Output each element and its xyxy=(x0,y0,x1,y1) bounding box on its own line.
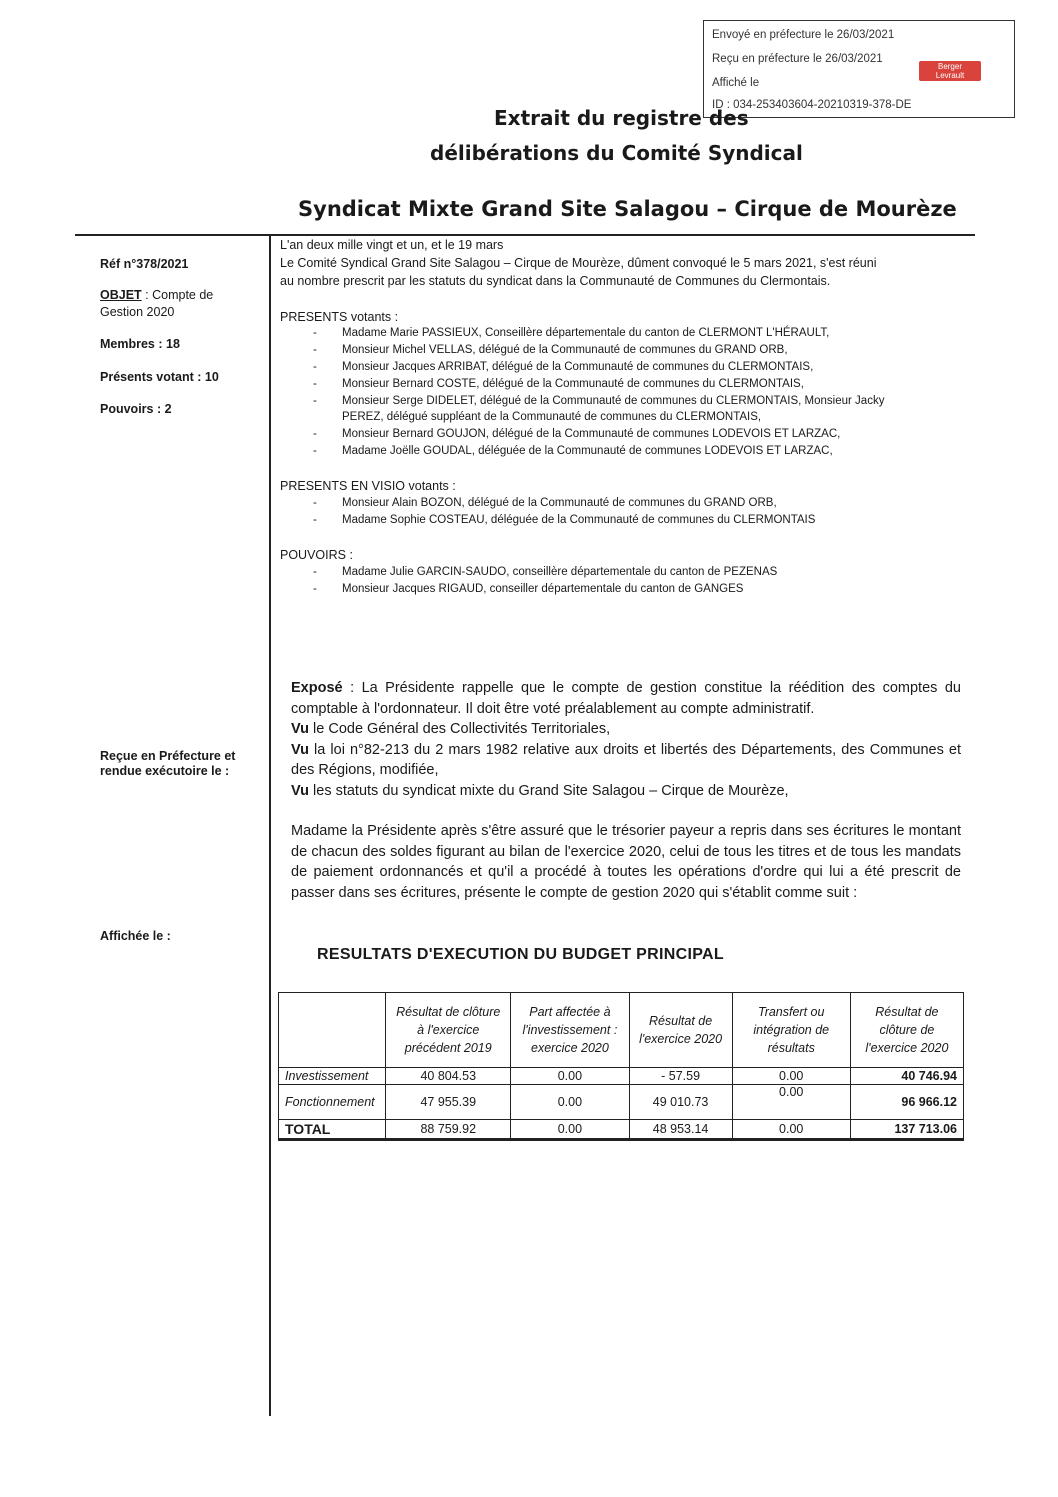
row-label: Investissement xyxy=(279,1068,386,1085)
stamp-affiche: Affiché le xyxy=(712,77,760,89)
stamp-envoye: Envoyé en préfecture le 26/03/2021 xyxy=(712,29,895,41)
berger-levrault-logo: Berger Levrault xyxy=(919,61,981,81)
table-header-cell xyxy=(279,993,386,1068)
table-header-cell: Résultat de l'exercice 2020 xyxy=(629,993,732,1068)
table-row xyxy=(279,1120,964,1140)
margin-divider xyxy=(269,234,271,1416)
table-cell: 137 713.06 xyxy=(850,1120,963,1140)
table-row xyxy=(279,1085,964,1120)
table-cell: 40 804.53 xyxy=(386,1068,511,1085)
table-header-cell: Résultat de clôture de l'exercice 2020 xyxy=(850,993,963,1068)
affichee-label: Affichée le : xyxy=(100,929,171,943)
table-cell: 47 955.39 xyxy=(386,1085,511,1120)
table-cell: - 57.59 xyxy=(629,1068,732,1085)
reference-number: Réf n°378/2021 xyxy=(100,257,189,271)
stamp-id: ID : 034-253403604-20210319-378-DE xyxy=(712,99,912,111)
recue-prefecture-label: Reçue en Préfecture et xyxy=(100,749,236,763)
header-divider xyxy=(75,234,975,236)
table-header-cell: Résultat de clôture à l'exercice précédent 2019 xyxy=(386,993,511,1068)
stamp-recu: Reçu en préfecture le 26/03/2021 xyxy=(712,53,883,65)
row-label: TOTAL xyxy=(279,1120,386,1140)
presents-heading: PRESENTS votants : xyxy=(280,310,399,324)
table-header-cell: Part affectée à l'investissement : exercice 2020 xyxy=(511,993,629,1068)
table-header-cell: Transfert ou intégration de résultats xyxy=(732,993,850,1068)
table-cell: 0.00 xyxy=(511,1120,629,1140)
visio-heading: PRESENTS EN VISIO votants : xyxy=(280,479,456,493)
intro-date: L'an deux mille vingt et un, et le 19 mars xyxy=(280,238,504,252)
results-title: RESULTATS D'EXECUTION DU BUDGET PRINCIPAL xyxy=(317,946,724,963)
doc-title-line2: délibérations du Comité Syndical xyxy=(430,141,803,165)
recue-prefecture-label-2: rendue exécutoire le : xyxy=(100,764,230,778)
table-row xyxy=(279,1068,964,1085)
table-cell: 48 953.14 xyxy=(629,1120,732,1140)
presents-count: Présents votant : 10 xyxy=(100,370,219,384)
table-cell: 96 966.12 xyxy=(850,1085,963,1120)
prefecture-stamp xyxy=(703,20,1015,118)
row-label: Fonctionnement xyxy=(279,1085,386,1120)
table-cell: 88 759.92 xyxy=(386,1120,511,1140)
syndicat-title: Syndicat Mixte Grand Site Salagou – Cirque de Mourèze xyxy=(298,197,957,221)
membres-count: Membres : 18 xyxy=(100,337,180,351)
objet-field: OBJET : Compte de xyxy=(100,288,214,302)
table-cell: 0.00 xyxy=(511,1085,629,1120)
table-cell: 0.00 xyxy=(732,1068,850,1085)
intro-line3: au nombre prescrit par les statuts du syndicat dans la Communauté de Communes du Clermontais. xyxy=(280,274,831,288)
expose-paragraph: Exposé : La Présidente rappelle que le compte de gestion constitue la réédition des comptes du comptable à l'ordonnateur. Il doit être voté préalablement au compte administratif. Vu le Code Général des Collectivités Territoriales, Vu la loi n°82-213 du 2 mars 1982 relative aux droits et libertés des Départements, des Communes et des Régions, modifiée, Vu les statuts du syndicat mixte du Grand Site Salagou – Cirque de Mourèze, xyxy=(291,680,961,799)
table-cell: 40 746.94 xyxy=(850,1068,963,1085)
table-cell: 0.00 xyxy=(511,1068,629,1085)
table-cell: 0.00 xyxy=(732,1085,850,1120)
objet-field-line2: Gestion 2020 xyxy=(100,305,175,319)
results-table xyxy=(278,992,964,1141)
table-cell: 0.00 xyxy=(732,1120,850,1140)
table-cell: 49 010.73 xyxy=(629,1085,732,1120)
presidente-paragraph: Madame la Présidente après s'être assuré que le trésorier payeur a repris dans ses écritures le montant de chacun des soldes figurant au bilan de l'exercice 2020, celui de tous les titres et de tous les mandats de paiement ordonnancés et qu'il a procédé à toutes les opérations d'ordre qui lui a été prescrit de passer dans ses écritures, présente le compte de gestion 2020 qui s'établit comme suit : xyxy=(291,823,961,901)
pouvoirs-count: Pouvoirs : 2 xyxy=(100,402,172,416)
doc-title-line1: Extrait du registre des xyxy=(494,106,749,130)
pouvoirs-heading: POUVOIRS : xyxy=(280,548,353,562)
table-header-row xyxy=(279,993,964,1068)
intro-line2: Le Comité Syndical Grand Site Salagou – Cirque de Mourèze, dûment convoqué le 5 mars 2021, s'est réuni xyxy=(280,256,877,270)
